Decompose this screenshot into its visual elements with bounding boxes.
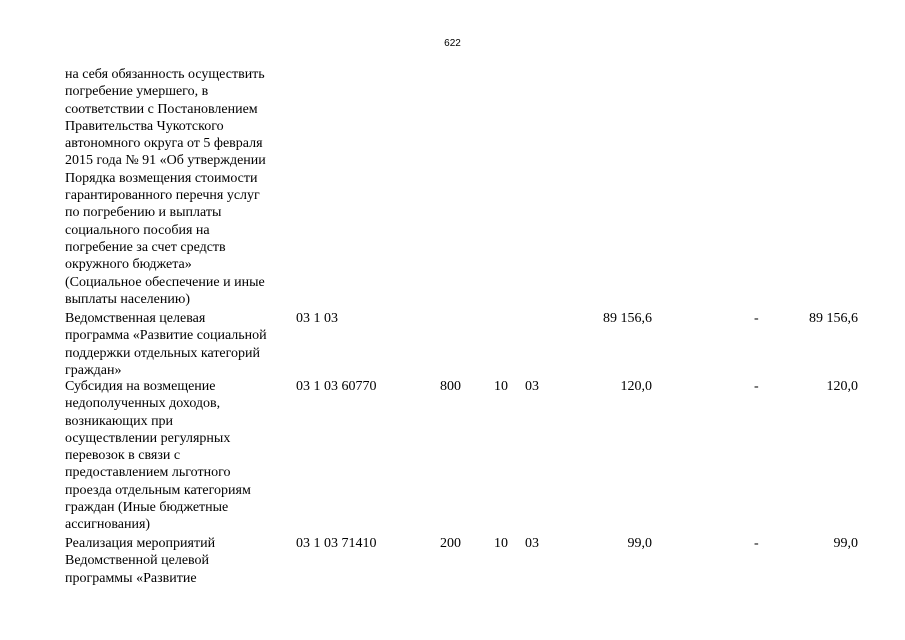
row-name-line: выплаты населению) [65,291,190,307]
row-sum1: 89 156,6 [603,311,652,326]
row-rz: 10 [494,536,508,551]
row-name-line: граждан» [65,362,122,378]
row-sum2: - [754,379,759,394]
row-vr: 800 [440,379,461,394]
row-code: 03 1 03 [296,311,338,326]
row-name-line: недополученных доходов, [65,396,221,412]
row-name-line: осуществлении регулярных [65,430,231,446]
row-name-line: гарантированного перечня услуг [65,188,260,204]
row-name-line: погребение умершего, в [65,84,209,100]
row-sum2: - [754,311,759,326]
row-name-line: Ведомственной целевой [65,553,210,569]
row-name-line: 2015 года № 91 «Об утверждении [65,153,266,169]
row-sum3: 120,0 [826,379,858,394]
row-name-line: поддержки отдельных категорий [65,345,261,361]
row-name-line: погребение за счет средств [65,239,226,255]
page-number: 622 [444,38,461,49]
row-code: 03 1 03 60770 [296,379,377,394]
row-name-line: Субсидия на возмещение [65,379,216,394]
row-name-line: окружного бюджета» [65,257,192,273]
row-name-line: проезда отдельным категориям [65,482,251,498]
row-sum3: 99,0 [833,536,858,551]
row-name-line: Реализация мероприятий [65,536,216,551]
row-name [65,66,290,308]
row-sum1: 99,0 [627,536,652,551]
row-name-line: ассигнования) [65,517,151,533]
row-rz: 10 [494,379,508,394]
row-name-line: граждан (Иные бюджетные [65,500,229,516]
row-name [65,310,290,379]
row-name [65,535,290,587]
row-vr: 200 [440,536,461,551]
row-name-line: Правительства Чукотского [65,118,224,134]
row-name-line: на себя обязанность осуществить [65,67,265,82]
row-name-line: соответствии с Постановлением [65,101,258,117]
row-name-line: возникающих при [65,413,174,429]
row-name-line: Ведомственная целевая [65,311,206,326]
row-sum1: 120,0 [620,379,652,394]
row-name-line: автономного округа от 5 февраля [65,136,263,152]
row-code: 03 1 03 71410 [296,536,377,551]
row-name-line: по погребению и выплаты [65,205,222,221]
row-name-line: предоставлением льготного [65,465,231,481]
row-sum2: - [754,536,759,551]
row-name-line: Порядка возмещения стоимости [65,170,258,186]
row-name [65,378,290,534]
row-name-line: перевозок в связи с [65,448,181,464]
row-pr: 03 [525,379,539,394]
row-sum3: 89 156,6 [809,311,858,326]
row-name-line: социального пособия на [65,222,210,238]
row-name-line: программы «Развитие [65,570,197,586]
row-name-line: (Социальное обеспечение и иные [65,274,265,290]
row-name-line: программа «Развитие социальной [65,328,267,344]
row-pr: 03 [525,536,539,551]
